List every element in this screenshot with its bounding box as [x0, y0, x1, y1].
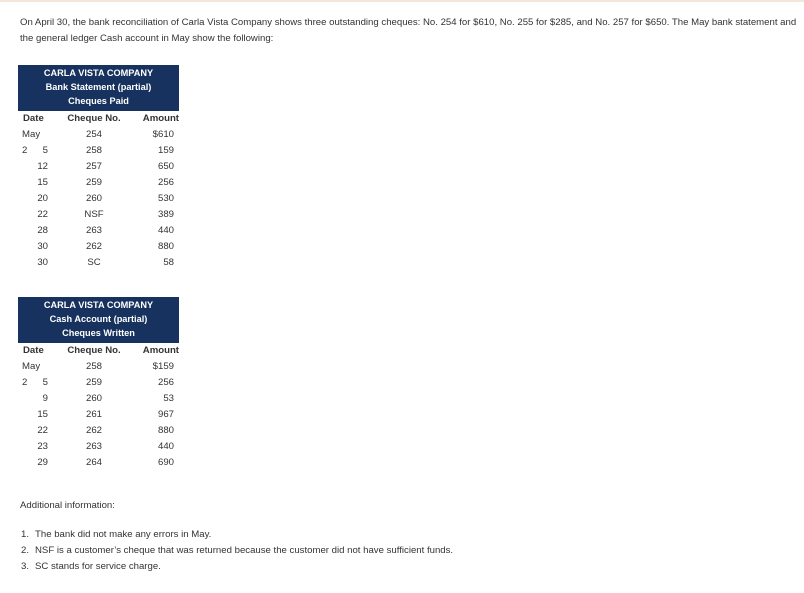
bank-statement-company: CARLA VISTA COMPANY — [43, 68, 154, 78]
table-row — [17, 175, 180, 191]
cash-account-subtitle: Cash Account (partial) — [49, 314, 148, 325]
cell-cheque-no: 260 — [85, 192, 102, 204]
column-header-amount: Amount — [142, 344, 179, 356]
cell-amount: 389 — [157, 208, 174, 220]
cell-cheque-no: 262 — [85, 424, 102, 436]
table-row — [17, 191, 180, 207]
cell-amount: $159 — [152, 360, 174, 372]
cell-cheque-no: 257 — [85, 160, 102, 172]
cell-cheque-no: 263 — [85, 224, 102, 236]
cell-cheque-no: 260 — [85, 392, 102, 404]
cell-amount: 256 — [157, 176, 174, 188]
cell-date: May 2 — [22, 360, 41, 388]
table-row — [17, 407, 180, 423]
table-row — [17, 255, 180, 271]
table-row — [17, 223, 180, 239]
column-header-date: Date — [23, 344, 44, 356]
cell-cheque-no: 254 — [85, 128, 102, 140]
cell-cheque-no: 262 — [85, 240, 102, 252]
table-row — [17, 391, 180, 407]
cell-date: 29 — [37, 456, 48, 468]
cell-date: 28 — [37, 224, 48, 236]
cell-date: 20 — [37, 192, 48, 204]
cell-amount: 256 — [157, 376, 174, 388]
intro-paragraph: On April 30, the bank reconciliation of Carla Vista Company shows three outstanding cheques: No. 254 for $610, No. 255 for $285, and No. 257 for $650. The May bank statement and the general ledger Cash account in May show the following: — [20, 17, 797, 44]
cell-date: 23 — [37, 440, 48, 452]
additional-info-list — [21, 527, 453, 575]
cash-account-company: CARLA VISTA COMPANY — [43, 300, 154, 310]
top-divider — [0, 0, 804, 2]
table-row — [17, 159, 180, 175]
cell-amount: 967 — [157, 408, 174, 420]
list-item-number: 3. — [21, 561, 30, 572]
cash-account-caption: Cheques Written — [62, 328, 135, 339]
cell-cheque-no: 258 — [85, 360, 102, 372]
cell-amount: 53 — [163, 392, 174, 404]
cell-amount: $610 — [152, 128, 174, 140]
cell-cheque-no: 259 — [85, 176, 102, 188]
list-item — [21, 543, 453, 559]
cell-amount: 650 — [157, 160, 174, 172]
list-item — [21, 559, 453, 575]
cash-account-header — [18, 297, 179, 343]
column-header-cheque-no: Cheque No. — [67, 112, 121, 124]
table-row — [17, 423, 180, 439]
cell-amount: 58 — [163, 256, 174, 268]
list-item-text: The bank did not make any errors in May. — [35, 529, 212, 540]
bank-statement-rows — [17, 127, 180, 271]
cash-account-rows — [17, 359, 180, 471]
cell-amount: 530 — [157, 192, 174, 204]
cell-date: 15 — [37, 408, 48, 420]
table-row — [17, 143, 180, 159]
cell-cheque-no: NSF — [84, 208, 104, 220]
cell-amount: 880 — [157, 424, 174, 436]
table-row — [17, 239, 180, 255]
table-row — [17, 455, 180, 471]
cell-cheque-no: SC — [87, 256, 101, 268]
bank-statement-column-headers — [17, 111, 180, 127]
cell-date: 22 — [37, 208, 48, 220]
cell-date: 22 — [37, 424, 48, 436]
bank-statement-header — [18, 65, 179, 111]
cell-date: May 2 — [22, 128, 41, 156]
list-item-text: SC stands for service charge. — [35, 561, 161, 572]
list-item — [21, 527, 453, 543]
cell-amount: 159 — [157, 144, 174, 156]
cash-account-table — [17, 297, 180, 471]
bank-statement-table — [17, 65, 180, 271]
cell-date: 5 — [42, 376, 48, 388]
cell-date: 12 — [37, 160, 48, 172]
table-row — [17, 439, 180, 455]
cell-date: 15 — [37, 176, 48, 188]
list-item-number: 1. — [21, 529, 30, 540]
bank-statement-caption: Cheques Paid — [68, 96, 129, 107]
cell-cheque-no: 264 — [85, 456, 102, 468]
cell-cheque-no: 263 — [85, 440, 102, 452]
additional-info-label: Additional information: — [20, 500, 115, 511]
cell-amount: 690 — [157, 456, 174, 468]
table-row — [17, 375, 180, 391]
cell-cheque-no: 261 — [85, 408, 102, 420]
cell-date: 30 — [37, 240, 48, 252]
cell-date: 30 — [37, 256, 48, 268]
column-header-cheque-no: Cheque No. — [67, 344, 121, 356]
cell-date: 9 — [42, 392, 48, 404]
bank-statement-subtitle: Bank Statement (partial) — [45, 82, 152, 93]
list-item-text: NSF is a customer’s cheque that was returned because the customer did not have sufficient funds. — [35, 545, 454, 556]
cell-date: 5 — [42, 144, 48, 156]
list-item-number: 2. — [21, 545, 30, 556]
column-header-amount: Amount — [142, 112, 179, 124]
cell-cheque-no: 258 — [85, 144, 102, 156]
cell-cheque-no: 259 — [85, 376, 102, 388]
column-header-date: Date — [23, 112, 44, 124]
cell-amount: 440 — [157, 440, 174, 452]
table-row — [17, 207, 180, 223]
cash-account-column-headers — [17, 343, 180, 359]
cell-amount: 880 — [157, 240, 174, 252]
cell-amount: 440 — [157, 224, 174, 236]
